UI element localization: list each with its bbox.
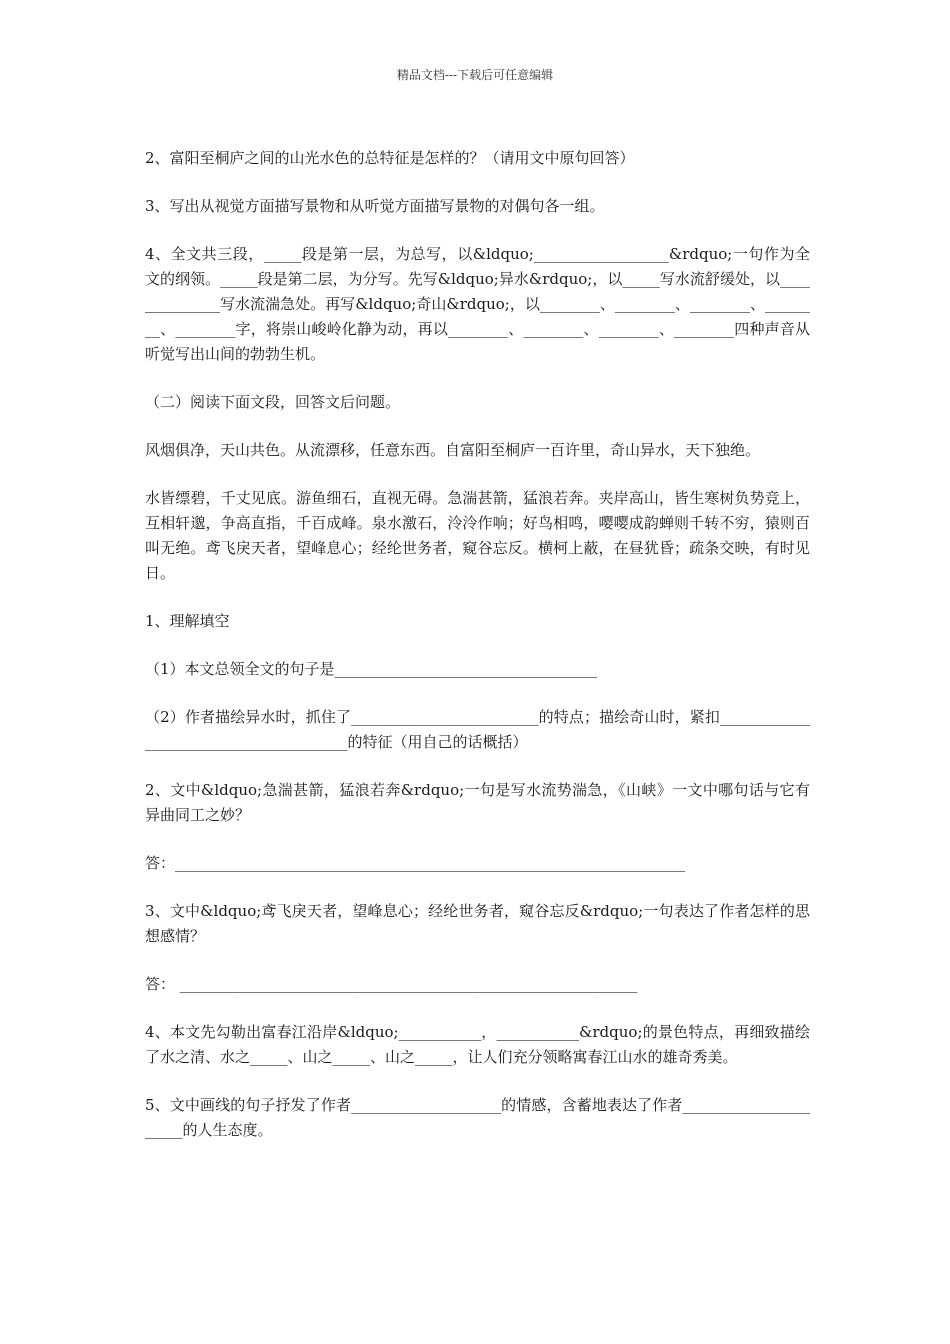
question-3-parallel-sentences: 3、写出从视觉方面描写景物和从听觉方面描写景物的对偶句各一组。 xyxy=(145,197,605,215)
question-2-summary: 2、富阳至桐庐之间的山光水色的总特征是怎样的？（请用文中原句回答） xyxy=(145,149,635,167)
question-4-structure-fill: 4、全文共三段，_____段是第一层，为总写，以&ldquo;__________________&rdquo;一句作为全文的纲领。_____段是第二层，为分写。先写&ldquo;异水&rdquo;，以_____写水流舒缓处，以______________写水流湍急处。再写&ldquo;奇山&rdquo;，以________、________、________、________、________字，将崇山峻岭化静为动，再以________、________、________、________四种声音从听觉写出山间的勃勃生机。 xyxy=(145,245,810,363)
section-2-heading: （二）阅读下面文段，回答文后问题。 xyxy=(145,393,401,411)
exercise-4-question: 4、本文先勾勒出富春江沿岸&ldquo;___________，___________&rdquo;的景色特点，再细致描绘了水之清、水之_____、山之_____、山之_____，让人们充分领略寓春江山水的雄奇秀美。 xyxy=(145,1023,810,1066)
exercise-2-question: 2、文中&ldquo;急湍甚箭，猛浪若奔&rdquo;一句是写水流势湍急，《山峡》一文中哪句话与它有异曲同工之妙？ xyxy=(145,781,810,824)
exercise-5-question: 5、文中画线的句子抒发了作者____________________的情感，含蓄地表达了作者______________________的人生态度。 xyxy=(145,1096,810,1139)
exercise-1-item-2: （2）作者描绘异水时，抓住了_________________________的特点；描绘奇山时，紧扣_______________________________________的特征（用自己的话概括） xyxy=(145,708,810,751)
passage-paragraph-2: 水皆缥碧，千丈见底。游鱼细石，直视无碍。急湍甚箭，猛浪若奔。夹岸高山，皆生寒树负势竞上，互相轩邈，争高直指，千百成峰。泉水激石，泠泠作响；好鸟相鸣，嘤嘤成韵蝉则千转不穷，猿则百叫无绝。鸢飞戾天者，望峰息心；经纶世务者，窥谷忘反。横柯上蔽，在昼犹昏；疏条交映，有时见日。 xyxy=(145,489,810,582)
exercise-1-heading: 1、理解填空 xyxy=(145,612,230,630)
exercise-3-answer-line: 答： _____________________________________________________________ xyxy=(145,975,638,993)
document-body xyxy=(145,146,810,1166)
exercise-3-question: 3、文中&ldquo;鸢飞戾天者，望峰息心；经纶世务者，窥谷忘反&rdquo;一句表达了作者怎样的思想感情？ xyxy=(145,902,810,945)
exercise-1-item-1: （1）本文总领全文的句子是___________________________________ xyxy=(145,660,598,678)
page-header: 精品文档---下载后可任意编辑 xyxy=(396,68,554,82)
passage-paragraph-1: 风烟俱净，天山共色。从流漂移，任意东西。自富阳至桐庐一百许里，奇山异水，天下独绝。 xyxy=(145,441,761,459)
exercise-2-answer-line: 答：____________________________________________________________________ xyxy=(145,854,686,872)
